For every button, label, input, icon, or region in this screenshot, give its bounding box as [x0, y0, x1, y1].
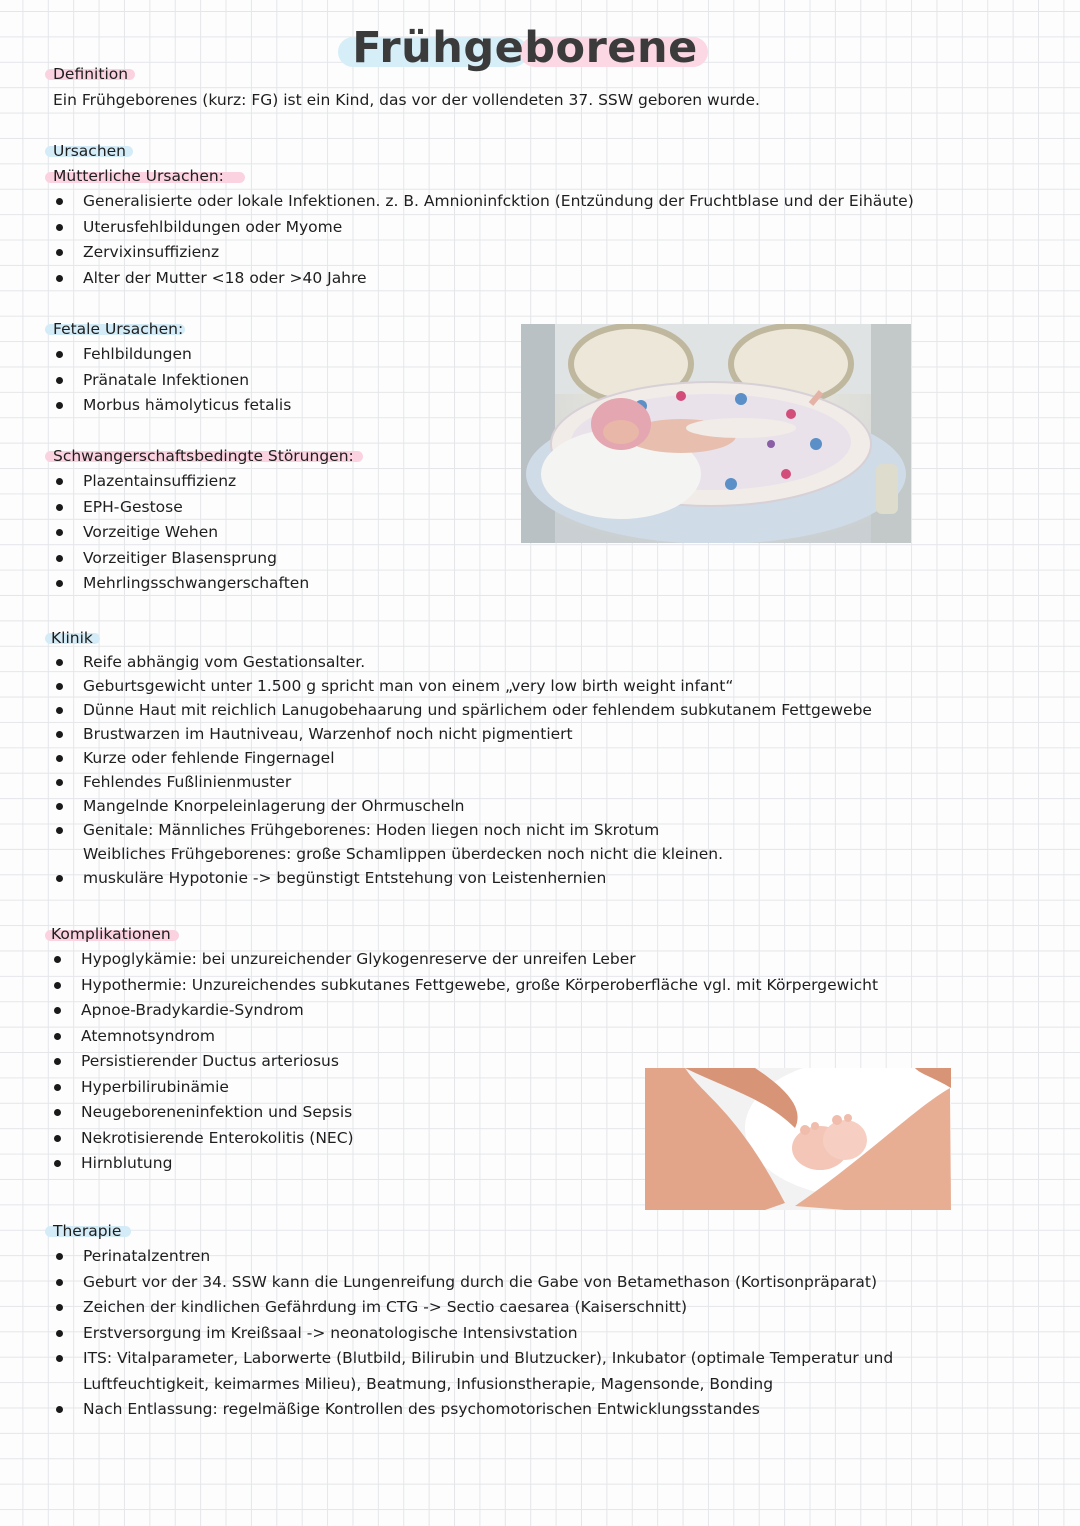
list-item: Erstversorgung im Kreißsaal -> neonatologische Intensivstation: [53, 1321, 893, 1347]
list-item: Geburtsgewicht unter 1.500 g spricht man von einem „very low birth weight infant“: [53, 674, 872, 698]
list-item: Plazentainsuffizienz: [53, 469, 309, 495]
list-item: Hirnblutung: [51, 1151, 878, 1177]
list-item-its: [53, 1346, 893, 1397]
list-item: Alter der Mutter <18 oder >40 Jahre: [53, 266, 914, 292]
fetal-causes-heading: Fetale Ursachen:: [53, 320, 184, 338]
list-item: Neugeboreneninfektion und Sepsis: [51, 1100, 878, 1126]
list-item: Morbus hämolyticus fetalis: [53, 393, 291, 419]
list-item: EPH-Gestose: [53, 495, 309, 521]
therapy-list: [53, 1244, 893, 1423]
pregnancy-disorders-heading: Schwangerschaftsbedingte Störungen:: [53, 447, 354, 465]
genital-line-2: Weibliches Frühgeborenes: große Schamlippen überdecken noch nicht die kleinen.: [83, 845, 724, 863]
baby-feet-heart-illustration: [645, 1068, 951, 1210]
list-item: Hypothermie: Unzureichendes subkutanes Fettgewebe, große Körperoberfläche vgl. mit Körpergewicht: [51, 973, 878, 999]
list-item: Mangelnde Knorpeleinlagerung der Ohrmuscheln: [53, 794, 872, 818]
therapy-heading: Therapie: [53, 1222, 122, 1240]
list-item: Fehlendes Fußlinienmuster: [53, 770, 872, 794]
list-item: Dünne Haut mit reichlich Lanugobehaarung und spärlichem oder fehlendem subkutanem Fettgewebe: [53, 698, 872, 722]
list-item: Reife abhängig vom Gestationsalter.: [53, 650, 872, 674]
list-item: Nekrotisierende Enterokolitis (NEC): [51, 1126, 878, 1152]
list-item: Pränatale Infektionen: [53, 368, 291, 394]
list-item: Vorzeitige Wehen: [53, 520, 309, 546]
maternal-causes-list: [53, 189, 914, 291]
list-item: Geburt vor der 34. SSW kann die Lungenreifung durch die Gabe von Betamethason (Kortisonpräparat): [53, 1270, 893, 1296]
list-item: Apnoe-Bradykardie-Syndrom: [51, 998, 878, 1024]
list-item: Hyperbilirubinämie: [51, 1075, 878, 1101]
list-item: Zervixinsuffizienz: [53, 240, 914, 266]
genital-line-1: Genitale: Männliches Frühgeborenes: Hoden liegen noch nicht im Skrotum: [83, 821, 660, 839]
definition-text: Ein Frühgeborenes (kurz: FG) ist ein Kind, das vor der vollendeten 37. SSW geboren wurde.: [53, 91, 760, 109]
list-item: Generalisierte oder lokale Infektionen. z. B. Amnioninfcktion (Entzündung der Fruchtblase und der Eihäute): [53, 189, 914, 215]
list-item: Atemnotsyndrom: [51, 1024, 878, 1050]
clinic-list: [53, 650, 872, 890]
baby-feet-hands-photo: [645, 1068, 951, 1210]
list-item: Mehrlingsschwangerschaften: [53, 571, 309, 597]
list-item: Zeichen der kindlichen Gefährdung im CTG -> Sectio caesarea (Kaiserschnitt): [53, 1295, 893, 1321]
incubator-baby-illustration: [521, 324, 911, 543]
list-item: Brustwarzen im Hautniveau, Warzenhof noch nicht pigmentiert: [53, 722, 872, 746]
list-item: Persistierender Ductus arteriosus: [51, 1049, 878, 1075]
page-title: Frühgeborene: [352, 23, 698, 73]
list-item: Fehlbildungen: [53, 342, 291, 368]
complications-heading: Komplikationen: [51, 925, 171, 943]
definition-heading: Definition: [53, 65, 129, 83]
list-item: Vorzeitiger Blasensprung: [53, 546, 309, 572]
pregnancy-disorders-list: [53, 469, 309, 597]
list-item: Nach Entlassung: regelmäßige Kontrollen des psychomotorischen Entwicklungsstandes: [53, 1397, 893, 1423]
list-item: muskuläre Hypotonie -> begünstigt Entstehung von Leistenhernien: [53, 866, 872, 890]
its-line-1: ITS: Vitalparameter, Laborwerte (Blutbild, Bilirubin und Blutzucker), Inkubator (optimale Temperatur und: [83, 1349, 894, 1367]
causes-heading: Ursachen: [53, 142, 126, 160]
list-item: Perinatalzentren: [53, 1244, 893, 1270]
incubator-baby-photo: [521, 324, 911, 543]
its-line-2: Luftfeuchtigkeit, keimarmes Milieu), Beatmung, Infusionstherapie, Magensonde, Bonding: [83, 1374, 774, 1393]
clinic-heading: Klinik: [51, 629, 93, 647]
list-item: Uterusfehlbildungen oder Myome: [53, 215, 914, 241]
list-item: Hypoglykämie: bei unzureichender Glykogenreserve der unreifen Leber: [51, 947, 878, 973]
list-item-genitale: [53, 818, 872, 866]
list-item: Kurze oder fehlende Fingernagel: [53, 746, 872, 770]
maternal-causes-heading: Mütterliche Ursachen:: [53, 167, 224, 185]
fetal-causes-list: [53, 342, 291, 419]
